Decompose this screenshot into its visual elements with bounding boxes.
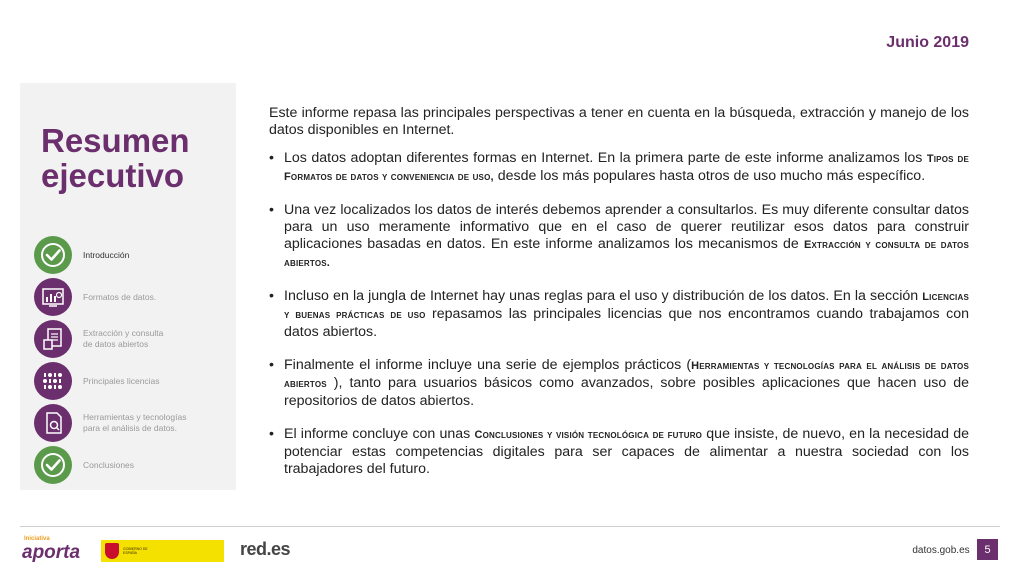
list-item: • Los datos adoptan diferentes formas en Internet. En la primera parte de este informe analizamos los Tipos de Formatos de datos y conveniencia de uso, desde los más populares hasta otros de uso mucho más específico. <box>269 150 969 184</box>
checkmark-icon <box>34 446 72 484</box>
list-item: • El informe concluye con unas Conclusiones y visión tecnológica de futuro que insiste, de nuevo, en la necesidad de potenciar estas competencias digitales para ser capaces de alimentar a nuestra sociedad con los trabajadores del futuro. <box>269 426 969 477</box>
summary-list <box>269 150 969 478</box>
bullet-mark: • <box>269 202 274 218</box>
site-url: datos.gob.es <box>912 545 970 556</box>
footer-divider <box>20 526 1000 527</box>
bullet-mark: • <box>269 426 274 442</box>
section-reference: Herramientas y tecnologías para el análisis de datos abiertos <box>284 360 969 390</box>
intro-paragraph: Este informe repasa las principales perspectivas a tener en cuenta en la búsqueda, extracción y manejo de los datos disponibles en Internet. <box>269 105 969 138</box>
nav-label: Extracción y consulta de datos abiertos <box>83 328 164 349</box>
nav-label: Conclusiones <box>83 459 135 470</box>
nav-item-introduccion[interactable] <box>34 235 234 275</box>
page-number: 5 <box>977 539 998 560</box>
section-reference: Licencias y buenas prácticas de uso <box>284 291 969 321</box>
nav-label: Herramientas y tecnologías para el análisis de datos. <box>83 412 187 433</box>
coat-of-arms-icon <box>105 543 119 559</box>
bullet-mark: • <box>269 288 274 304</box>
nav-label: Principales licencias <box>83 375 160 386</box>
nav-item-licencias[interactable] <box>34 361 234 401</box>
page-title: Resumen ejecutivo <box>41 122 190 194</box>
nav-label: Formatos de datos. <box>83 291 157 302</box>
date-label: Junio 2019 <box>886 34 969 51</box>
aporta-logo: Iniciativa aporta <box>22 536 81 563</box>
main-content <box>269 105 969 494</box>
section-reference: Extracción y consulta de datos abiertos. <box>284 239 969 269</box>
list-item: • Finalmente el informe incluye una serie de ejemplos prácticos (Herramientas y tecnologías para el análisis de datos abiertos ), tanto para usuarios básicos como avanzados, sobre posibles aplicaciones que hacen uso de repositorios de datos abiertos. <box>269 357 969 409</box>
section-reference: Conclusiones y visión tecnológica de futuro <box>474 429 703 441</box>
list-item: • Una vez localizados los datos de interés debemos aprender a consultarlos. Es muy diferente consultar datos para un uso meramente informativo que en el caso de querer reutilizar esos datos para construir aplicaciones basadas en datos. En este informe analizamos los mecanismos de Extracción y consulta de datos abiertos. <box>269 202 969 269</box>
nav-item-formatos[interactable] <box>34 277 234 317</box>
data-chart-icon <box>34 278 72 316</box>
tools-document-icon <box>34 404 72 442</box>
gobierno-logo: GOBIERNO DE ESPAÑA <box>101 540 224 562</box>
section-reference: Tipos de Formatos de datos y conveniencia de uso, <box>284 153 969 183</box>
nav-item-herramientas[interactable] <box>34 403 234 443</box>
nav-item-conclusiones[interactable] <box>34 445 234 485</box>
nav-label: Introducción <box>83 249 130 260</box>
checkmark-icon <box>34 236 72 274</box>
nav-item-extraccion[interactable] <box>34 319 234 359</box>
sidebar <box>20 83 236 490</box>
bullet-mark: • <box>269 357 274 373</box>
bullet-mark: • <box>269 150 274 166</box>
redes-logo: red.es <box>240 539 291 559</box>
list-item: • Incluso en la jungla de Internet hay unas reglas para el uso y distribución de los datos. En la sección Licencias y buenas prácticas de uso repasamos las principales licencias que nos encontramos cuando trabajamos con datos abiertos. <box>269 288 969 340</box>
document-extract-icon <box>34 320 72 358</box>
binary-data-icon <box>34 362 72 400</box>
